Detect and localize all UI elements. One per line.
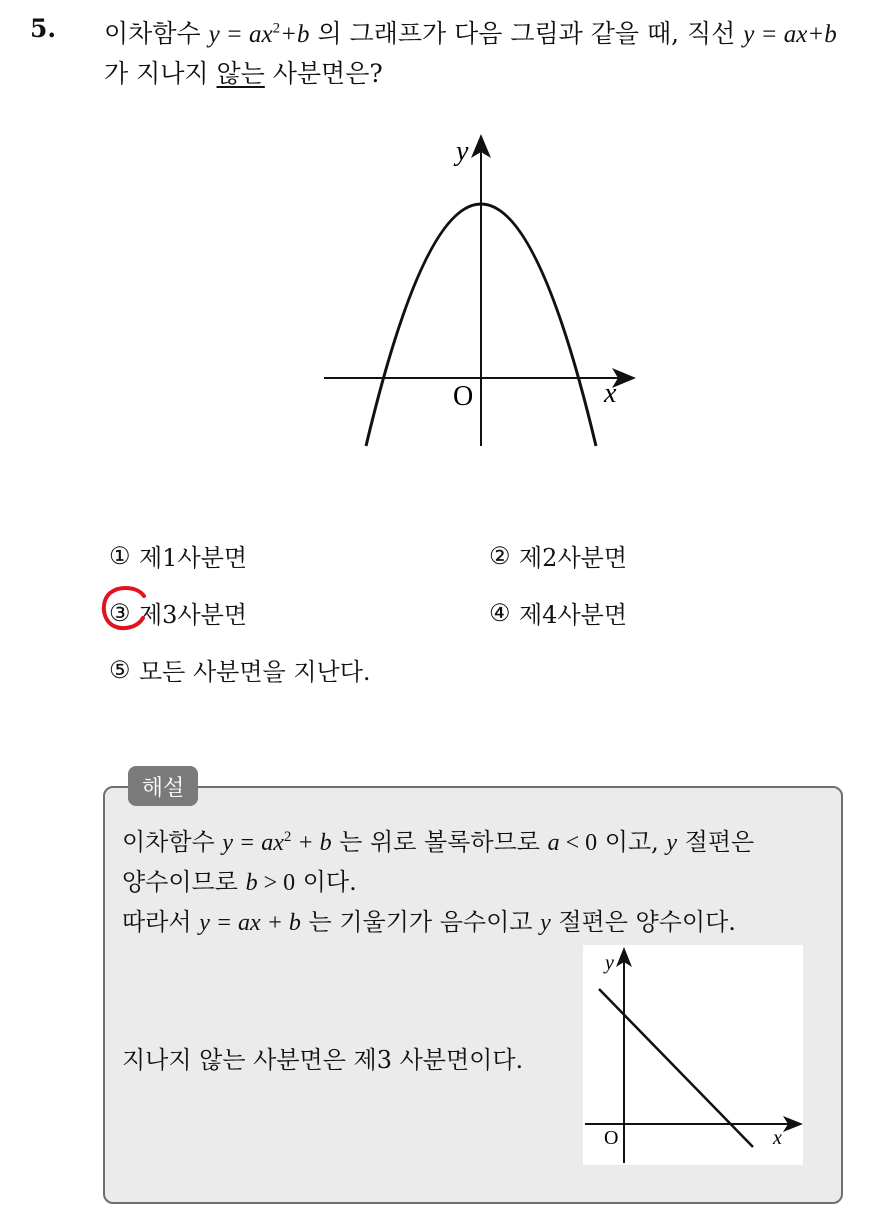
math-expression: b — [245, 870, 258, 896]
parabola-graph — [310, 130, 650, 460]
question-line-2 — [104, 54, 383, 90]
solution-text: 양수이므로 — [122, 868, 246, 896]
question-text: 사분면은? — [264, 59, 383, 88]
question-line-1 — [104, 14, 837, 50]
solution-line-3 — [122, 902, 736, 937]
solution-text: 는 기울기가 음수이고 — [300, 908, 541, 936]
math-expression: + b — [291, 830, 332, 856]
math-expression: y = ax+b — [743, 21, 837, 48]
origin-label: O — [604, 1127, 619, 1149]
y-axis-label: y — [605, 952, 614, 974]
solution-text: 이차함수 — [122, 828, 223, 856]
solution-text: 절편은 — [677, 828, 755, 856]
exponent: 2 — [283, 829, 292, 845]
math-expression: a — [547, 830, 560, 856]
answer-circle-icon — [100, 584, 150, 632]
y-axis-label: y — [456, 136, 469, 167]
underlined-keyword: 않는 — [216, 59, 265, 88]
solution-line-1 — [122, 822, 754, 857]
choice-number: ④ — [489, 598, 511, 627]
choice-text: 제1사분면 — [139, 544, 248, 572]
choice-1[interactable] — [109, 538, 247, 573]
math-expression: y — [666, 830, 678, 856]
line-graph — [583, 945, 803, 1165]
math-expression: +b — [280, 21, 310, 48]
choice-text: 제2사분면 — [519, 544, 628, 572]
solution-text: 절편은 양수이다. — [550, 908, 736, 936]
math-expression: y = ax — [222, 830, 284, 856]
choice-text: 제4사분면 — [519, 601, 628, 629]
math-expression: y — [540, 910, 551, 936]
question-number: 5. — [30, 14, 57, 43]
choice-number: ⑤ — [109, 655, 131, 684]
solution-line-2 — [122, 862, 357, 897]
choice-2[interactable] — [489, 538, 627, 573]
choice-text: 모든 사분면을 지난다. — [139, 658, 371, 686]
solution-text: 따라서 — [122, 908, 200, 936]
choice-5[interactable] — [109, 652, 371, 687]
origin-label: O — [453, 381, 474, 412]
math-expression: < 0 — [559, 830, 598, 856]
solution-line-4: 지나지 않는 사분면은 제3 사분면이다. — [122, 1046, 524, 1074]
solution-tag: 해설 — [128, 766, 198, 806]
solution-text: 이다. — [295, 868, 357, 896]
choice-4[interactable] — [489, 595, 627, 630]
math-expression: y = ax + b — [199, 910, 301, 936]
solution-text: 이고, — [597, 828, 667, 856]
choice-number: ③ — [109, 598, 131, 627]
question-text: 의 그래프가 다음 그림과 같을 때, 직선 — [309, 19, 744, 48]
x-axis-label: x — [604, 378, 617, 409]
choice-text: 제3사분면 — [139, 601, 248, 629]
math-expression: > 0 — [257, 870, 296, 896]
math-expression: y = ax — [208, 21, 273, 48]
question-text: 이차함수 — [104, 19, 209, 48]
solution-text: 는 위로 볼록하므로 — [331, 828, 548, 856]
exponent: 2 — [272, 20, 281, 37]
x-axis-label: x — [773, 1127, 782, 1149]
choice-number: ① — [109, 541, 131, 570]
choice-number: ② — [489, 541, 511, 570]
question-text: 가 지나지 — [104, 59, 217, 88]
